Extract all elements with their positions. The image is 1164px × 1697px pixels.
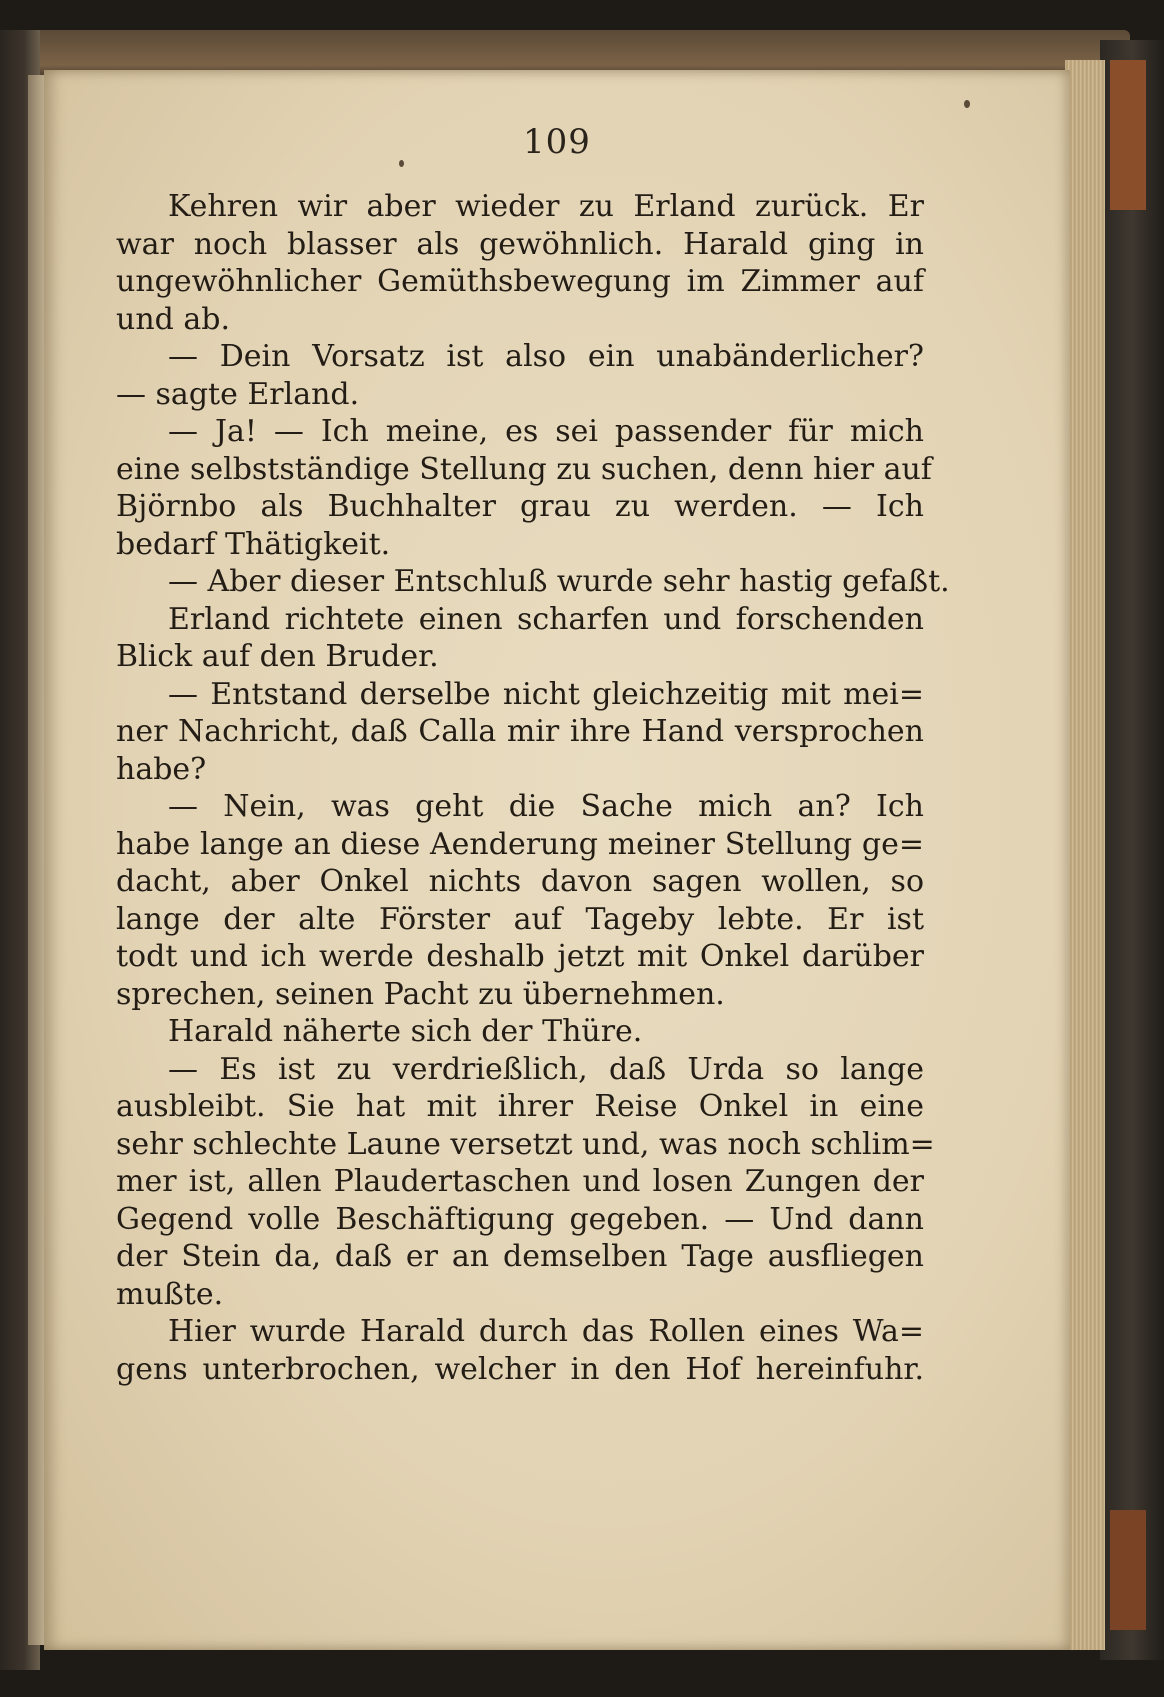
text-line: Harald näherte sich der Thüre.: [168, 1014, 643, 1049]
text-line: und ab.: [116, 301, 231, 337]
text-line: Hier wurde Harald durch das Rollen eines Wa=: [168, 1314, 924, 1349]
text-line: mer ist, allen Plaudertaschen und losen Zungen der: [116, 1164, 924, 1199]
text-line: Blick auf den Bruder.: [116, 639, 439, 674]
text-line: ner Nachricht, daß Calla mir ihre Hand versprochen: [116, 714, 924, 749]
text-line: Kehren wir aber wieder zu Erland zurück. Er: [168, 189, 924, 224]
text-line: todt und ich werde deshalb jetzt mit Onkel darüber: [116, 939, 924, 974]
text-line: dacht, aber Onkel nichts davon sagen wollen, so: [116, 864, 924, 899]
book-page: [44, 70, 1070, 1650]
text-line: Björnbo als Buchhalter grau zu werden. — Ich: [116, 489, 924, 524]
text-line: — Aber dieser Entschluß wurde sehr hastig gefaßt.: [168, 564, 950, 599]
text-line: — Nein, was geht die Sache mich an? Ich: [168, 789, 924, 824]
text-line: sprechen, seinen Pacht zu übernehmen.: [116, 976, 725, 1012]
text-line: habe lange an diese Aenderung meiner Stellung ge=: [116, 826, 924, 862]
cover-leather-patch: [1110, 1510, 1146, 1630]
text-line: sehr schlechte Laune versetzt und, was noch schlim=: [116, 1126, 935, 1162]
book-cover-right: [1100, 40, 1164, 1660]
text-line: — sagte Erland.: [116, 376, 360, 412]
text-line: war noch blasser als gewöhnlich. Harald ging in: [116, 226, 924, 262]
paper-speck: [399, 160, 404, 167]
body-text: [116, 188, 950, 1388]
text-line: gens unterbrochen, welcher in den Hof hereinfuhr.: [116, 1351, 924, 1387]
text-line: Gegend volle Beschäftigung gegeben. — Und dann: [116, 1201, 924, 1237]
text-line: — Entstand derselbe nicht gleichzeitig mit mei=: [168, 676, 924, 712]
text-line: der Stein da, daß er an demselben Tage ausfliegen: [116, 1239, 924, 1274]
text-line: — Es ist zu verdrießlich, daß Urda so lange: [168, 1051, 924, 1087]
text-line: habe?: [116, 751, 207, 787]
text-line: — Ja! — Ich meine, es sei passender für mich: [168, 414, 924, 449]
text-line: ungewöhnlicher Gemüthsbewegung im Zimmer auf: [116, 264, 924, 299]
text-line: lange der alte Förster auf Tageby lebte. Er ist: [116, 901, 924, 937]
page-number: 109: [523, 122, 591, 162]
text-line: Erland richtete einen scharfen und forschenden: [168, 601, 924, 637]
text-line: eine selbstständige Stellung zu suchen, denn hier auf: [116, 451, 932, 487]
text-line: mußte.: [116, 1276, 224, 1312]
page-edges: [1065, 60, 1105, 1650]
text-line: ausbleibt. Sie hat mit ihrer Reise Onkel in eine: [116, 1089, 924, 1124]
paper-speck: [964, 100, 970, 108]
text-line: bedarf Thätigkeit.: [116, 526, 391, 562]
text-line: — Dein Vorsatz ist also ein unabänderlicher?: [168, 339, 924, 374]
cover-leather-patch: [1110, 60, 1146, 210]
